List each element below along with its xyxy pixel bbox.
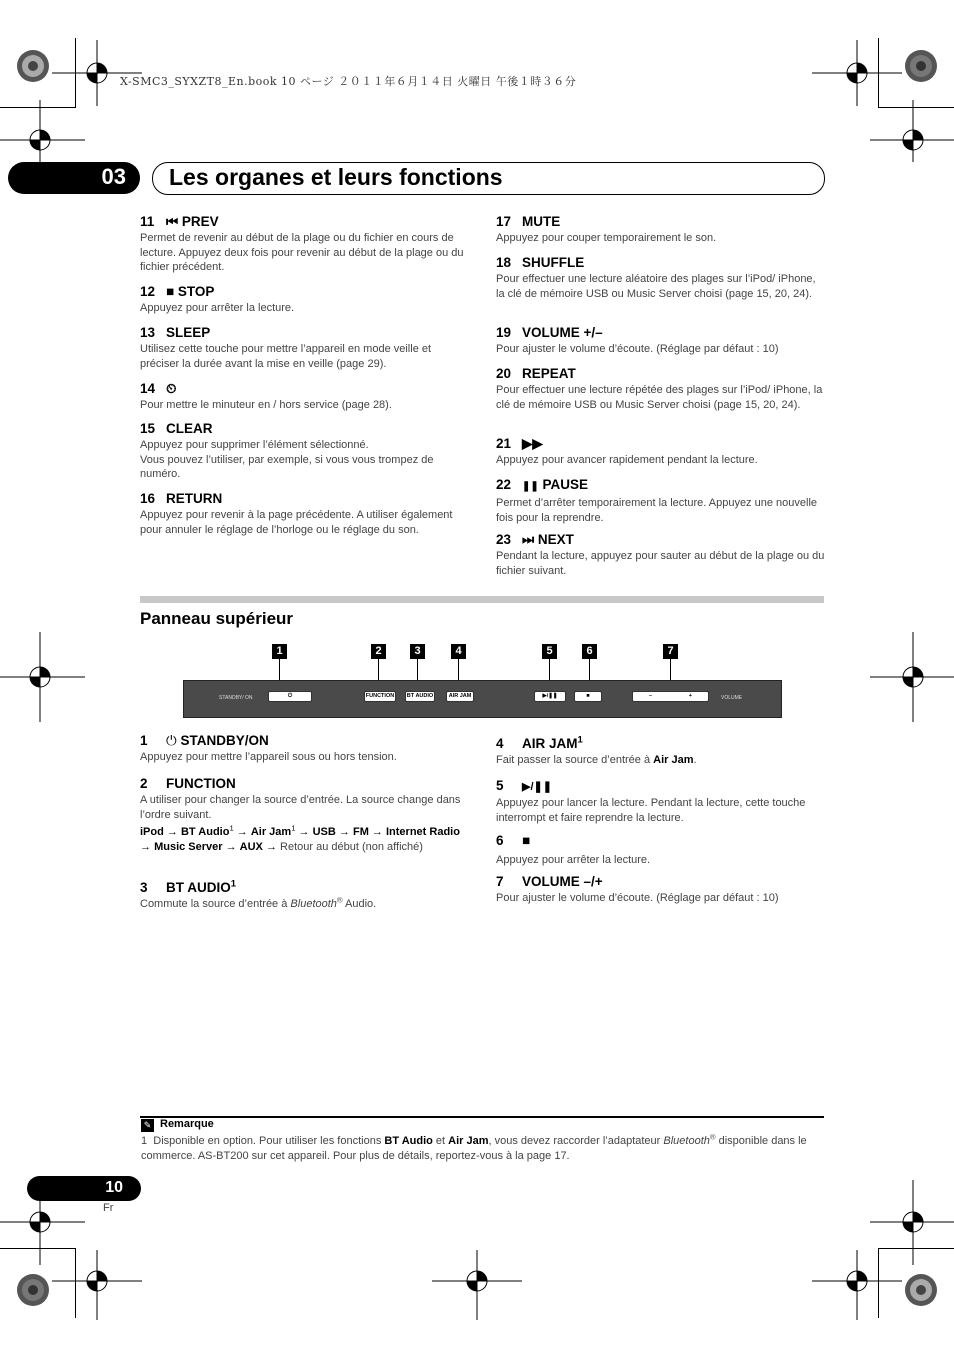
item-text: Appuyez pour mettre l’appareil sous ou hors tension. (140, 751, 397, 763)
item-19 (496, 325, 826, 357)
item-label: PAUSE (542, 477, 589, 492)
item-label: NEXT (537, 532, 574, 547)
item-text: Appuyez pour couper temporairement le son. (496, 232, 717, 244)
volume-rocker[interactable] (632, 691, 709, 702)
item-label: SHUFFLE (522, 255, 585, 270)
item-text: Appuyez pour avancer rapidement pendant la lecture. (496, 454, 758, 466)
function-button[interactable]: FUNCTION (364, 691, 396, 702)
item-number: 21 (496, 436, 512, 451)
chapter-badge (8, 162, 140, 194)
item-11 (140, 214, 470, 275)
item-label: PREV (181, 214, 219, 229)
next-icon: ⏭ (522, 532, 535, 547)
power-icon: ⏻ (287, 693, 293, 699)
stop-icon: ■ (166, 284, 175, 299)
print-header: X-SMC3_SYXZT8_En.book 10 ページ ２０１１年６月１４日 火曜日 午後１時３６分 (120, 75, 577, 88)
item-label: AIR JAM (522, 736, 578, 751)
item-13 (140, 325, 470, 371)
item-text: A utiliser pour changer la source d’entrée. La source change dans l’ordre suivant. (140, 794, 461, 821)
panel-item-7 (496, 874, 826, 906)
function-order: iPod → BT Audio$^1$ → Air Jam$^1$ → USB → FM → Internet Radio → Music Server → AUX → Retour au début (non affiché) (140, 823, 460, 853)
item-number: 1 (140, 733, 148, 748)
item-text: Commute la source d’entrée à Bluetooth® Audio. (140, 895, 377, 910)
item-text: Pour ajuster le volume d’écoute. (Réglage par défaut : 10) (496, 343, 779, 355)
stop-button[interactable]: ■ (574, 691, 602, 702)
item-text: Permet d’arrêter temporairement la lecture. Appuyez une nouvelle fois pour la reprendre. (496, 497, 818, 524)
chapter-number: 03 (101, 164, 126, 189)
prev-icon: ⏮ (166, 214, 179, 229)
item-text: Appuyez pour arrêter la lecture. (140, 302, 295, 314)
pause-icon: ❚❚ (522, 481, 539, 492)
item-number: 16 (140, 491, 156, 506)
item-number: 23 (496, 532, 512, 547)
panel-item-1 (140, 733, 470, 765)
item-label: FUNCTION (166, 776, 236, 791)
item-number: 2 (140, 776, 148, 791)
item-number: 15 (140, 421, 156, 436)
item-label: STANDBY/ON (180, 733, 269, 748)
callout-2: 2 (371, 644, 386, 659)
note-rule (140, 1116, 824, 1118)
item-16 (140, 491, 470, 537)
item-number: 6 (496, 833, 504, 848)
callout-6: 6 (582, 644, 597, 659)
chapter-title-box (152, 162, 825, 195)
item-text: Pour mettre le minuteur en / hors service (page 28). (140, 399, 392, 411)
item-21 (496, 436, 826, 468)
item-text: Pour effectuer une lecture aléatoire des plages sur l’iPod/ iPhone, la clé de mémoire USB ou Music Server choisi (page 15, 20, 24). (496, 273, 816, 300)
item-text: Pour effectuer une lecture répétée des plages sur l’iPod/ iPhone, la clé de mémoire USB ou Music Server choisi (page 15, 20, 24). (496, 384, 823, 411)
item-text: Appuyez pour lancer la lecture. Pendant la lecture, cette touche interrompt et faire reprendre la lecture. (496, 797, 806, 824)
item-text: Pour ajuster le volume d’écoute. (Réglage par défaut : 10) (496, 892, 779, 904)
section-title: Panneau supérieur (140, 609, 294, 628)
item-number: 17 (496, 214, 512, 229)
bt-audio-button[interactable]: BT AUDIO (405, 691, 435, 702)
volume-minus-label: – (649, 693, 653, 699)
panel-item-5 (496, 778, 826, 825)
item-label: SLEEP (166, 325, 211, 340)
item-20 (496, 366, 826, 412)
item-label: STOP (177, 284, 215, 299)
item-22 (496, 477, 826, 525)
page-number: 10 (105, 1179, 123, 1196)
item-text: Appuyez pour arrêter la lecture. (496, 854, 651, 866)
item-number: 7 (496, 874, 504, 889)
item-17 (496, 214, 826, 246)
item-text: Fait passer la source d’entrée à Air Jam. (496, 754, 697, 766)
item-number: 3 (140, 880, 148, 895)
chapter-title: Les organes et leurs fonctions (169, 164, 503, 190)
standby-button[interactable] (268, 691, 312, 702)
note-title: Remarque (160, 1118, 214, 1130)
volume-plus-label: + (688, 693, 692, 699)
item-label: BT AUDIO (166, 880, 231, 895)
item-number: 20 (496, 366, 512, 381)
play-pause-icon: ▶/❚❚ (522, 781, 552, 793)
top-panel-illustration (183, 680, 782, 718)
fast-forward-icon: ▶▶ (522, 436, 543, 451)
item-label: VOLUME +/– (522, 325, 603, 340)
callout-7: 7 (663, 644, 678, 659)
page-number-badge (27, 1176, 141, 1201)
item-number: 5 (496, 778, 504, 793)
item-12 (140, 284, 470, 316)
callout-4: 4 (451, 644, 466, 659)
item-label: MUTE (522, 214, 561, 229)
callout-1: 1 (272, 644, 287, 659)
callout-3: 3 (410, 644, 425, 659)
item-number: 12 (140, 284, 156, 299)
item-number: 22 (496, 477, 512, 492)
pencil-icon: ✎ (141, 1119, 154, 1132)
standby-label: STANDBY/ ON (219, 695, 253, 701)
stop-icon: ■ (522, 833, 531, 848)
play-pause-button[interactable]: ▶/❚❚ (534, 691, 566, 702)
item-text: Appuyez pour revenir à la page précédente. A utiliser également pour annuler le réglage de l’horloge ou le réglage du son. (140, 509, 453, 536)
item-text: Appuyez pour supprimer l’élément sélectionné. Vous pouvez l’utiliser, par exemple, si vous vous trompez de numéro. (140, 439, 434, 480)
item-18 (496, 255, 826, 301)
footnote: 1 Disponible en option. Pour utiliser les fonctions BT Audio et Air Jam, vous devez raccorder l’adaptateur Bluetooth® disponible dans le commerce. AS-BT200 sur cet appareil. Pour plus de détails, reportez-vous à la page 17. (141, 1132, 807, 1162)
power-icon: ⏻ (166, 733, 177, 748)
item-text: Permet de revenir au début de la plage ou du fichier en cours de lecture. Appuyez deux fois pour revenir au début de la plage ou du fichier précédent. (140, 232, 464, 273)
panel-item-2 (140, 776, 470, 854)
item-number: 11 (140, 214, 155, 229)
callout-5: 5 (542, 644, 557, 659)
item-label: CLEAR (166, 421, 213, 436)
item-label: RETURN (166, 491, 223, 506)
item-number: 4 (496, 736, 504, 751)
item-number: 18 (496, 255, 512, 270)
language-code: Fr (103, 1202, 114, 1214)
item-label: REPEAT (522, 366, 576, 381)
timer-icon: ⏲ (166, 381, 177, 396)
item-text: Pendant la lecture, appuyez pour sauter au début de la plage ou du fichier suivant. (496, 550, 825, 577)
item-23 (496, 532, 826, 578)
item-number: 13 (140, 325, 156, 340)
panel-item-3: 3 BT AUDIO$^1$ Commute la source d’entrée à Bluetooth® Audio. (140, 880, 470, 912)
item-number: 19 (496, 325, 512, 340)
section-divider (140, 596, 824, 603)
item-label: VOLUME –/+ (522, 874, 603, 889)
panel-item-6 (496, 833, 826, 868)
panel-item-4: 4 AIR JAM$^1$ Fait passer la source d’entrée à Air Jam. (496, 736, 826, 768)
item-15 (140, 421, 470, 482)
air-jam-button[interactable]: AIR JAM (446, 691, 474, 702)
item-number: 14 (140, 381, 156, 396)
item-14 (140, 381, 470, 413)
item-text: Utilisez cette touche pour mettre l’appareil en mode veille et préciser la durée avant la mise en veille (page 29). (140, 343, 432, 370)
volume-label: VOLUME (721, 695, 743, 701)
